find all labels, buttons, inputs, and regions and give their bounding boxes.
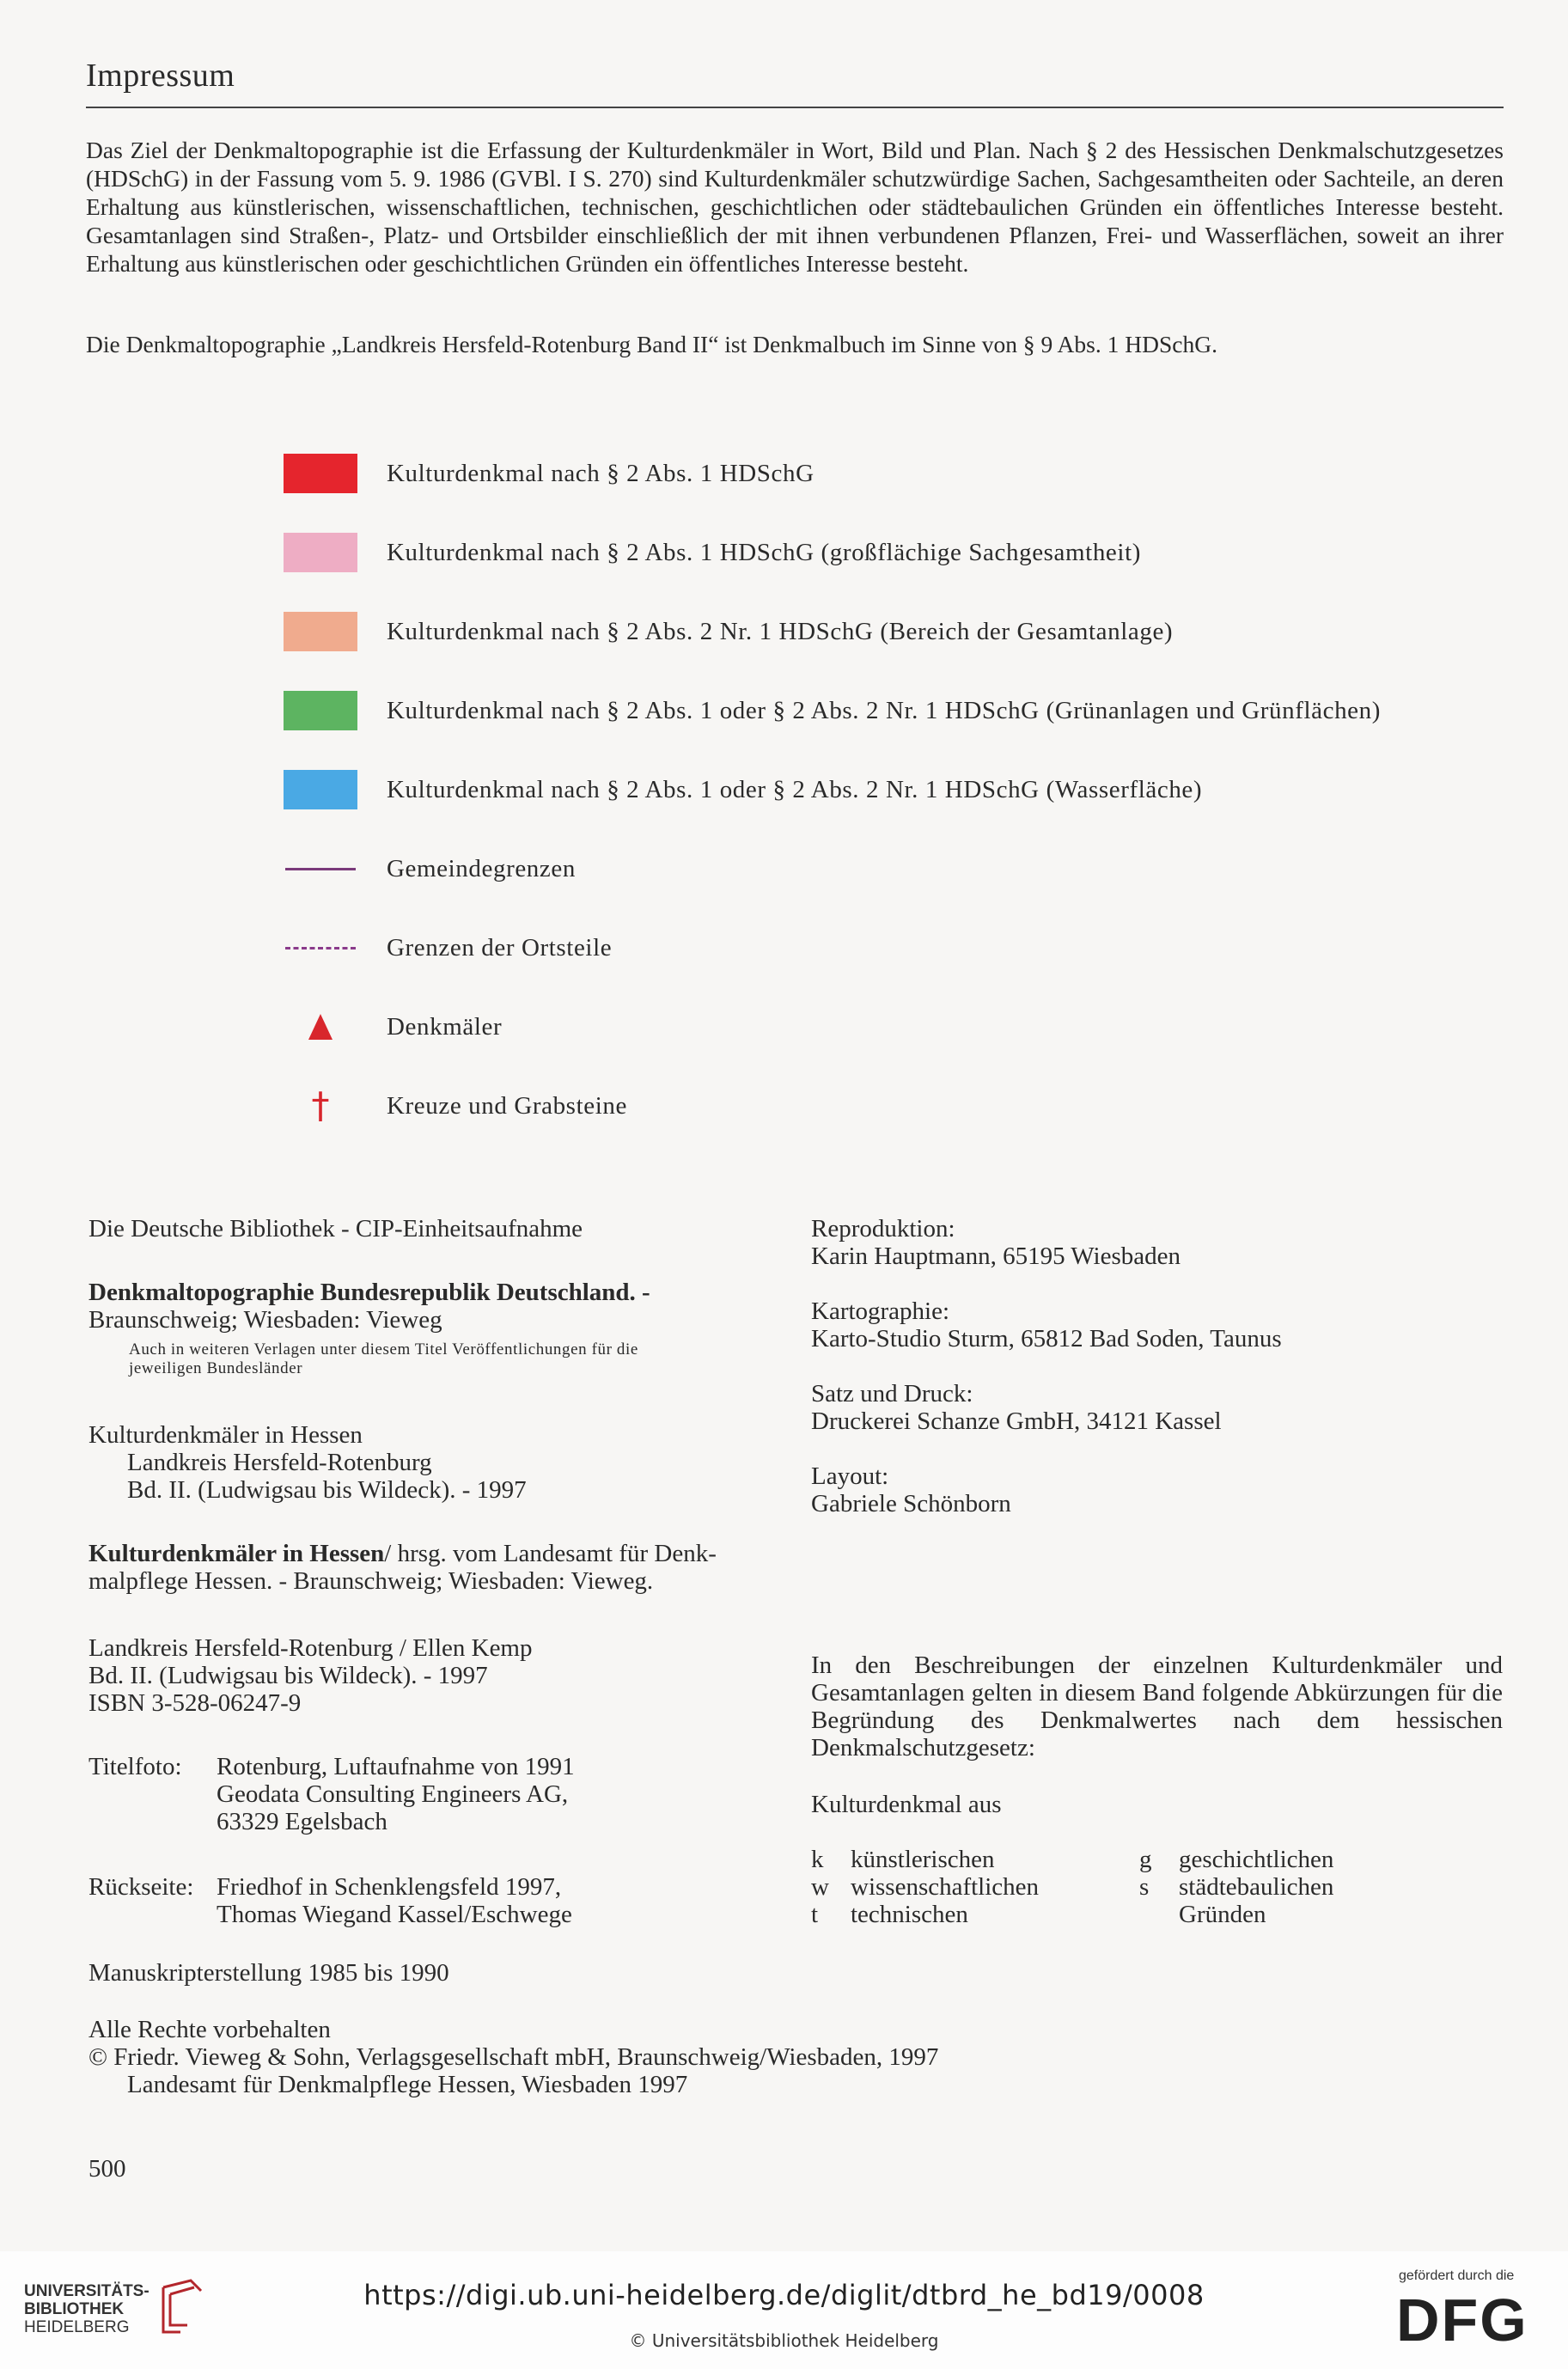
- volume-line: Bd. II. (Ludwigsau bis Wildeck). - 1997: [127, 1476, 527, 1504]
- library-name-line: BIBLIOTHEK: [24, 2299, 125, 2318]
- cover-photo-label: Titelfoto:: [88, 1753, 182, 1780]
- cip-title: Die Deutsche Bibliothek - CIP-Einheitsaufnahme: [88, 1215, 583, 1243]
- abbr-value: städtebaulichen: [1179, 1873, 1334, 1901]
- back-cover-line: Thomas Wiegand Kassel/Eschwege: [217, 1901, 572, 1928]
- legend-label: Grenzen der Ortsteile: [387, 933, 613, 962]
- kh-bold: Kulturdenkmäler in Hessen: [88, 1540, 385, 1567]
- abbr-key: w: [811, 1873, 829, 1901]
- abbr-key: t: [811, 1901, 819, 1928]
- page-number: 500: [88, 2155, 126, 2183]
- repro-value: Karin Hauptmann, 65195 Wiesbaden: [811, 1243, 1181, 1270]
- volume-year: Bd. II. (Ludwigsau bis Wildeck). - 1997: [88, 1662, 488, 1689]
- printing-value: Druckerei Schanze GmbH, 34121 Kassel: [811, 1407, 1222, 1435]
- triangle-icon: [284, 1014, 357, 1040]
- legend-item-salmon: [284, 611, 1173, 652]
- intro-paragraph-2: Die Denkmaltopographie „Landkreis Hersfeld-Rotenburg Band II“ ist Denkmalbuch im Sinne von § 9 Abs. 1 HDSchG.: [86, 331, 1217, 357]
- legend-item-red: [284, 453, 815, 494]
- back-cover-line: Friedhof in Schenklengsfeld 1997,: [217, 1873, 562, 1901]
- layout-label: Layout:: [811, 1462, 889, 1490]
- library-copyright: © Universitätsbibliothek Heidelberg: [629, 2330, 939, 2351]
- layout-value: Gabriele Schönborn: [811, 1490, 1011, 1517]
- swatch-red: [284, 454, 357, 493]
- manuscript-line: Manuskripterstellung 1985 bis 1990: [88, 1959, 449, 1987]
- series-publisher: Braunschweig; Wiesbaden: Vieweg: [88, 1306, 442, 1334]
- series-title: Denkmaltopographie Bundesrepublik Deutschland. -: [88, 1279, 650, 1306]
- intro-paragraph: Das Ziel der Denkmaltopographie ist die Erfassung der Kulturdenkmäler in Wort, Bild und Plan. Nach § 2 des Hessischen Denkmalschutzgesetzes (HDSchG) in der Fassung vom 5. 9. 1986 (GVBl. I S. 270) sind Kulturdenkmäler schutzwürdige Sachen, Sachgesamtheiten oder Sachteile, an deren Erhaltung aus künstlerischen, wissenschaftlichen, technischen, geschichtlichen oder städtebaulichen Gründen ein öffentliches Interesse besteht. Gesamtanlagen sind Straßen-, Platz- und Ortsbilder einschließlich der mit ihnen verbundenen Pflanzen, Frei- und Wasserflächen, soweit an ihrer Erhaltung aus künstlerischen oder geschichtlichen Gründen ein öffentliches Interesse besteht.: [86, 137, 1504, 277]
- abbr-value: wissenschaftlichen: [851, 1873, 1040, 1901]
- swatch-pink: [284, 533, 357, 572]
- abbr-value: technischen: [851, 1901, 968, 1928]
- abbr-value: künstlerischen: [851, 1846, 995, 1873]
- abbr-value: Gründen: [1179, 1901, 1266, 1928]
- rights-line: Alle Rechte vorbehalten: [88, 2016, 331, 2043]
- dashed-line-icon: [284, 947, 357, 949]
- cover-photo-line: Rotenburg, Luftaufnahme von 1991: [217, 1753, 575, 1780]
- series-note-2: jeweiligen Bundesländer: [129, 1359, 303, 1377]
- abbr-key: g: [1139, 1846, 1152, 1873]
- legend-label: Kulturdenkmal nach § 2 Abs. 1 oder § 2 Abs. 2 Nr. 1 HDSchG (Grünanlagen und Grünflächen): [387, 696, 1381, 724]
- legend-label: Kulturdenkmal nach § 2 Abs. 2 Nr. 1 HDSchG (Bereich der Gesamtanlage): [387, 617, 1174, 645]
- dfg-logo[interactable]: DFG: [1396, 2287, 1528, 2354]
- abbreviations-title: Kulturdenkmal aus: [811, 1791, 1002, 1818]
- library-name-line: UNIVERSITÄTS-: [24, 2281, 149, 2300]
- isbn: ISBN 3-528-06247-9: [88, 1689, 302, 1717]
- swatch-salmon: [284, 612, 357, 651]
- legend-label: Kulturdenkmal nach § 2 Abs. 1 HDSchG (großflächige Sachgesamtheit): [387, 538, 1141, 566]
- funding-note: gefördert durch die: [1399, 2268, 1515, 2283]
- solid-line-icon: [284, 868, 357, 870]
- legend-label: Kulturdenkmal nach § 2 Abs. 1 HDSchG: [387, 459, 815, 487]
- legend-item-green: [284, 690, 1381, 731]
- abbr-key: k: [811, 1846, 824, 1873]
- cover-photo-line: Geodata Consulting Engineers AG,: [217, 1780, 569, 1808]
- editor-line-2: malpflege Hessen. - Braunschweig; Wiesbaden: Vieweg.: [88, 1567, 654, 1595]
- cartography-value: Karto-Studio Sturm, 65812 Bad Soden, Taunus: [811, 1325, 1282, 1352]
- abbr-key: s: [1139, 1873, 1150, 1901]
- editor-line: [88, 1540, 717, 1567]
- library-name-line: HEIDELBERG: [24, 2317, 130, 2336]
- back-cover-label: Rückseite:: [88, 1873, 194, 1901]
- kh-rest: / hrsg. vom Landesamt für Denk-: [384, 1540, 717, 1567]
- legend-item-district-border: [284, 927, 612, 968]
- permalink[interactable]: https://digi.ub.uni-heidelberg.de/diglit/dtbrd_he_bd19/0008: [363, 2279, 1205, 2311]
- printing-label: Satz und Druck:: [811, 1380, 973, 1407]
- legend-item-crosses: [284, 1085, 627, 1126]
- legend-label: Denkmäler: [387, 1012, 503, 1041]
- volume-line: Landkreis Hersfeld-Rotenburg: [127, 1449, 432, 1476]
- title-rule: [86, 107, 1504, 108]
- repro-label: Reproduktion:: [811, 1215, 955, 1243]
- abbr-value: geschichtlichen: [1179, 1846, 1334, 1873]
- cover-photo-line: 63329 Egelsbach: [217, 1808, 387, 1835]
- legend-item-municipal-border: [284, 848, 576, 889]
- abbreviations-intro: In den Beschreibungen der einzelnen Kulturdenkmäler und Gesamtanlagen gelten in diesem Band folgende Abkürzungen für die Begründung des Denkmalwertes nach dem hessischen Denkmalschutzgesetz:: [811, 1652, 1503, 1761]
- copyright-line-2: Landesamt für Denkmalpflege Hessen, Wiesbaden 1997: [127, 2071, 688, 2098]
- page-title: Impressum: [86, 58, 235, 94]
- swatch-blue: [284, 770, 357, 809]
- legend-label: Kulturdenkmal nach § 2 Abs. 1 oder § 2 Abs. 2 Nr. 1 HDSchG (Wasserfläche): [387, 775, 1203, 803]
- series-note: Auch in weiteren Verlagen unter diesem Titel Veröffentlichungen für die: [129, 1340, 638, 1359]
- cartography-label: Kartographie:: [811, 1297, 950, 1325]
- volume-line: Kulturdenkmäler in Hessen: [88, 1421, 363, 1449]
- cross-icon: †: [311, 1084, 330, 1126]
- swatch-green: [284, 691, 357, 730]
- copyright-line: © Friedr. Vieweg & Sohn, Verlagsgesellschaft mbH, Braunschweig/Wiesbaden, 1997: [88, 2043, 939, 2071]
- legend-item-blue: [284, 769, 1202, 810]
- legend-label: Gemeindegrenzen: [387, 854, 576, 882]
- legend-item-pink: [284, 532, 1141, 573]
- author-line: Landkreis Hersfeld-Rotenburg / Ellen Kemp: [88, 1634, 533, 1662]
- legend-item-monuments: [284, 1006, 502, 1047]
- legend-label: Kreuze und Grabsteine: [387, 1091, 627, 1120]
